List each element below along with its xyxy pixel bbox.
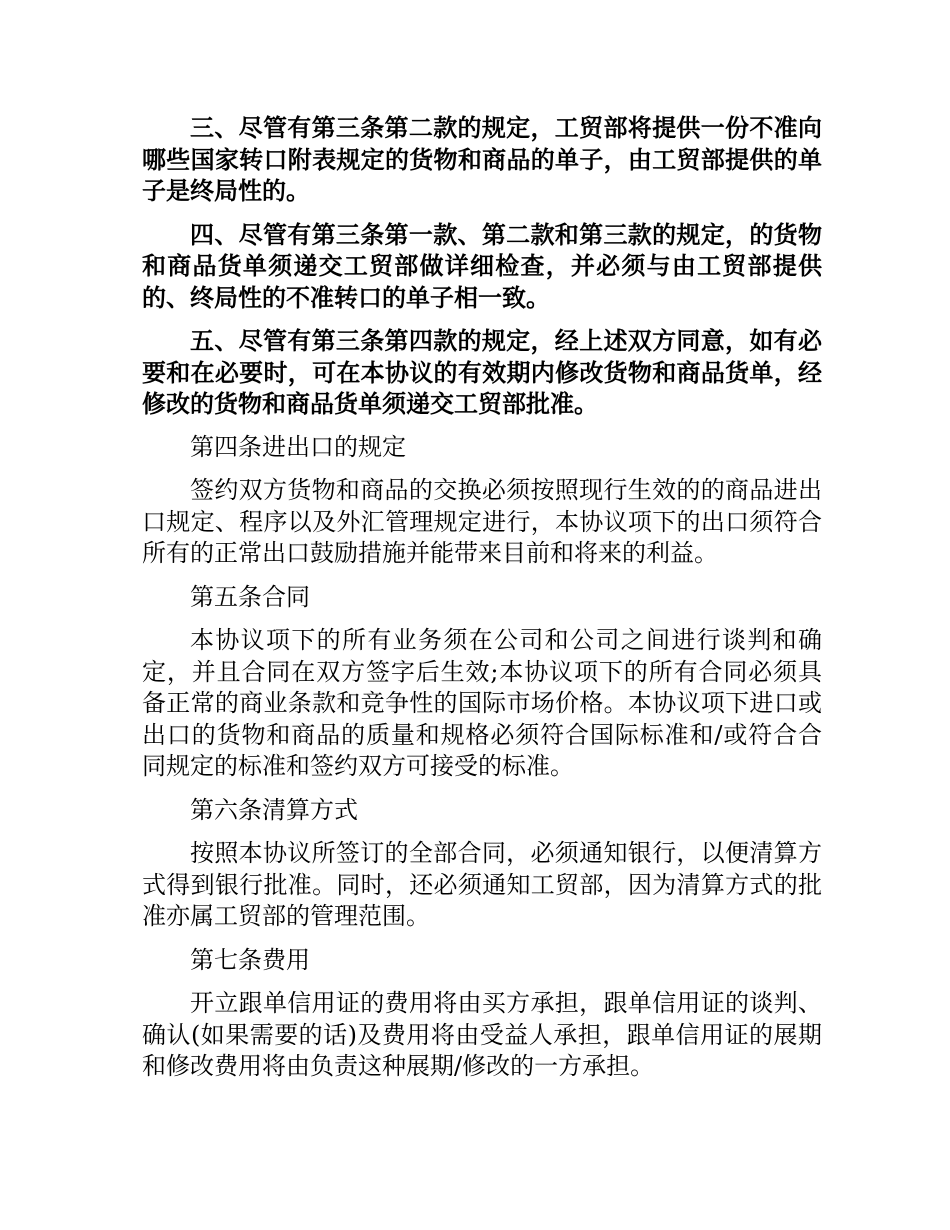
- clause-4-paragraph: 四、尽管有第三条第一款、第二款和第三款的规定，的货物和商品货单须递交工贸部做详细检查，并必须与由工贸部提供的、终局性的不准转口的单子相一致。: [142, 219, 822, 312]
- article-4-heading: 第四条进出口的规定: [190, 432, 406, 461]
- article-5-body: 本协议项下的所有业务须在公司和公司之间进行谈判和确定，并且合同在双方签字后生效;本协议项下的所有合同必须具备正常的商业条款和竞争性的国际市场价格。本协议项下进口或出口的货物和商品的质量和规格必须符合国际标准和/或符合合同规定的标准和签约双方可接受的标准。: [142, 626, 822, 780]
- clause-3-paragraph: 三、尽管有第三条第二款的规定，工贸部将提供一份不准向哪些国家转口附表规定的货物和商品的单子，由工贸部提供的单子是终局性的。: [142, 113, 822, 205]
- article-6-heading: 第六条清算方式: [190, 795, 358, 824]
- article-7-heading: 第七条费用: [190, 945, 310, 974]
- article-4-body: 签约双方货物和商品的交换必须按照现行生效的的商品进出口规定、程序以及外汇管理规定进行，本协议项下的出口须符合所有的正常出口鼓励措施并能带来目前和将来的利益。: [142, 476, 822, 567]
- article-6-body: 按照本协议所签订的全部合同，必须通知银行，以便清算方式得到银行批准。同时，还必须通知工贸部，因为清算方式的批准亦属工贸部的管理范围。: [142, 839, 822, 930]
- clause-5-paragraph: 五、尽管有第三条第四款的规定，经上述双方同意，如有必要和在必要时，可在本协议的有效期内修改货物和商品货单，经修改的货物和商品货单须递交工贸部批准。: [142, 326, 822, 418]
- document-page: [142, 112, 822, 1095]
- article-7-body: 开立跟单信用证的费用将由买方承担，跟单信用证的谈判、确认(如果需要的话)及费用将由受益人承担，跟单信用证的展期和修改费用将由负责这种展期/修改的一方承担。: [142, 989, 822, 1080]
- article-5-heading: 第五条合同: [190, 582, 310, 611]
